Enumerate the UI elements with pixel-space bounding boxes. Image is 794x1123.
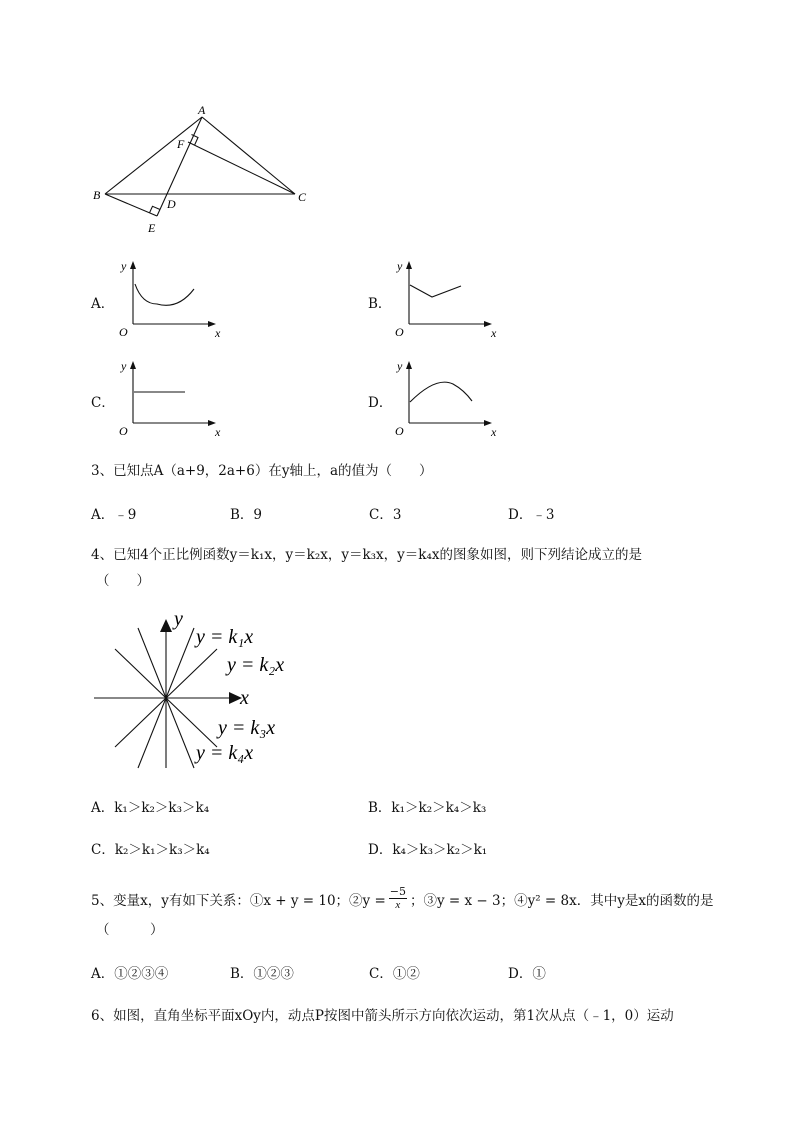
graph-option-a xyxy=(112,256,232,342)
point-label-a: A xyxy=(198,103,206,117)
q4-line1: 4、已知4个正比例函数y＝k₁x，y＝k₂x，y＝k₃x，y＝k₄x的图象如图，则下列结论成立的是 xyxy=(91,547,643,563)
q4-y-label: y xyxy=(174,608,183,630)
q4-x-label: x xyxy=(240,687,249,709)
q4-option-a: A．k₁＞k₂＞k₃＞k₄ xyxy=(91,800,210,816)
graph-d-y-label: y xyxy=(397,359,403,373)
q5-option-d: D．① xyxy=(508,966,546,982)
graph-a-x-label: x xyxy=(215,326,221,340)
segment-ae xyxy=(157,117,202,216)
triangle-figure xyxy=(85,98,325,238)
q6-text: 6、如图，直角坐标平面xOy内，动点P按图中箭头所示方向依次运动，第1次从点（﹣1，0）运动 xyxy=(91,1008,674,1024)
q3-option-b: B．9 xyxy=(230,507,263,523)
graph-option-d xyxy=(388,356,508,442)
q4-proportional-graph xyxy=(90,605,310,775)
q4-option-b: B．k₁＞k₂＞k₄＞k₃ xyxy=(368,800,487,816)
right-angle-f xyxy=(192,135,199,145)
point-label-f: F xyxy=(177,137,185,151)
graph-option-c-letter: C． xyxy=(91,395,115,411)
q5-option-c: C．①② xyxy=(369,966,420,982)
graph-a-origin-label: O xyxy=(119,325,128,339)
graph-c-y-label: y xyxy=(121,359,127,373)
graph-option-d-letter: D． xyxy=(368,395,393,411)
q5-line1 xyxy=(91,886,713,911)
graph-b-x-label: x xyxy=(491,326,497,340)
q4-label-k2: y = k₂x xyxy=(227,654,285,676)
q4-label-k4: y = k₄x xyxy=(196,742,254,764)
point-label-c: C xyxy=(298,190,307,204)
q5-line1-part1: 5、变量x，y有如下关系：①x + y = 10；②y = xyxy=(91,892,386,909)
point-label-d: D xyxy=(167,197,176,211)
q4-option-c: C．k₂＞k₁＞k₃＞k₄ xyxy=(91,842,210,858)
q5-line1-part2: ；③y = x − 3；④y² = 8x．其中y是x的函数的是 xyxy=(409,892,714,909)
q5-line2: （ ） xyxy=(96,922,164,938)
q4-line2: （ ） xyxy=(96,573,150,589)
graph-option-c xyxy=(112,356,232,442)
segment-ab xyxy=(105,117,202,194)
graph-d-x-label: x xyxy=(491,425,497,439)
q5-option-b: B．①②③ xyxy=(230,966,294,982)
q3-option-a: A．﹣9 xyxy=(91,507,137,523)
point-label-e: E xyxy=(148,221,156,235)
q5-fraction xyxy=(389,886,407,911)
q5-fraction-denominator: x xyxy=(395,899,401,911)
graph-a-y-label: y xyxy=(121,259,127,273)
graph-c-origin-label: O xyxy=(119,424,128,438)
point-label-b: B xyxy=(93,188,101,202)
graph-option-b-letter: B． xyxy=(368,296,392,312)
graph-d-origin-label: O xyxy=(395,424,404,438)
graph-c-x-label: x xyxy=(215,425,221,439)
graph-b-origin-label: O xyxy=(395,325,404,339)
q4-label-k1: y = k₁x xyxy=(196,626,254,648)
q3-text: 3、已知点A（a+9，2a+6）在y轴上，a的值为（ ） xyxy=(91,463,433,479)
q5-fraction-numerator: −5 xyxy=(389,885,406,898)
q3-option-d: D．﹣3 xyxy=(508,507,555,523)
q4-label-k3: y = k₃x xyxy=(218,717,276,739)
q4-option-d: D．k₄＞k₃＞k₂＞k₁ xyxy=(368,842,488,858)
graph-b-y-label: y xyxy=(397,259,403,273)
graph-option-a-letter: A． xyxy=(91,296,115,312)
graph-option-b xyxy=(388,256,508,342)
q3-option-c: C．3 xyxy=(369,507,402,523)
q5-option-a: A．①②③④ xyxy=(91,966,169,982)
segment-be xyxy=(105,194,157,216)
